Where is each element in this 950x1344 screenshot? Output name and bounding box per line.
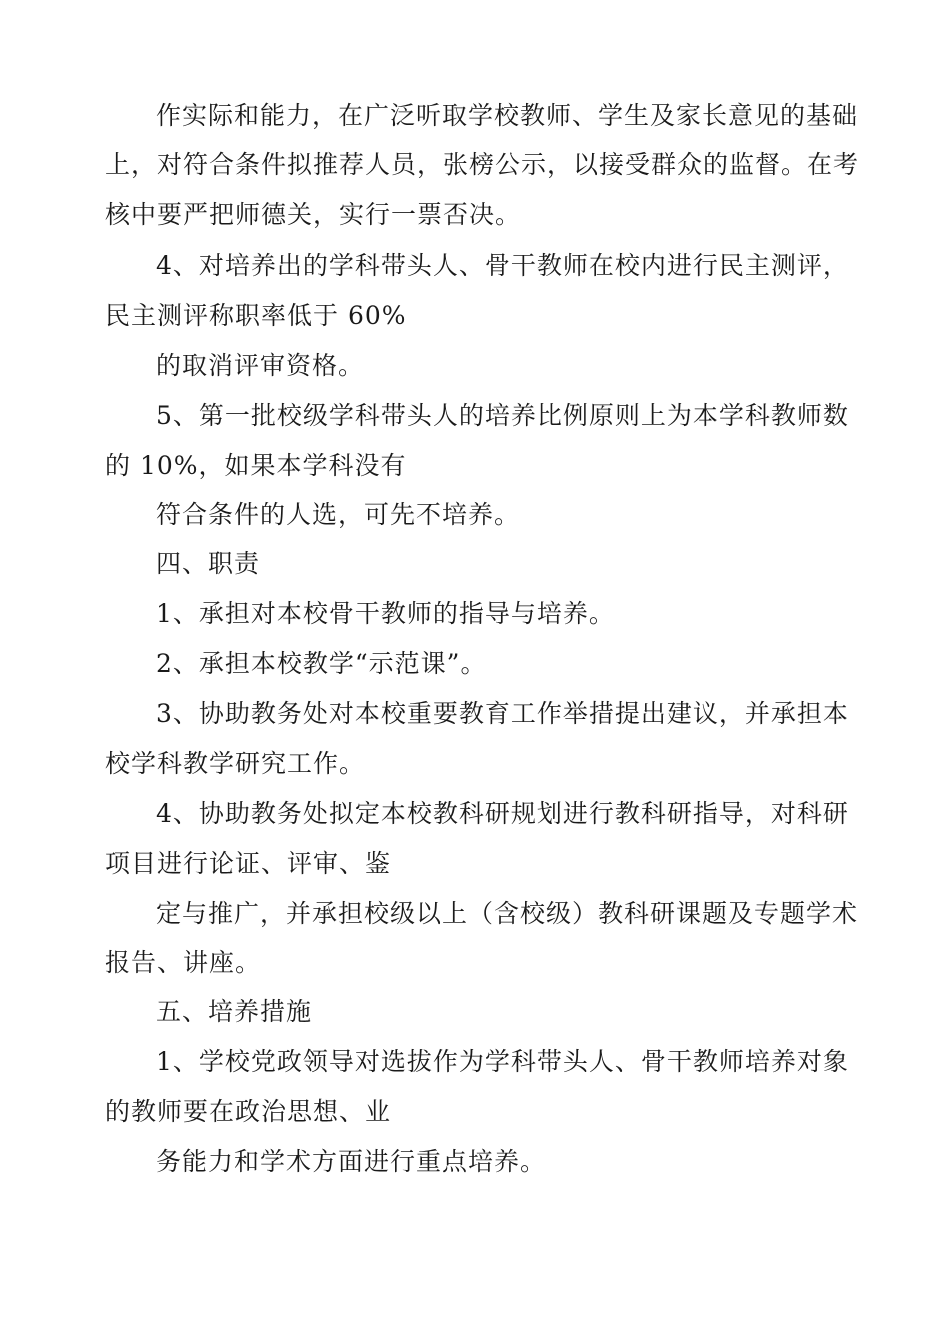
text-line: 务能力和学术方面进行重点培养。 (156, 1147, 547, 1176)
text-line: 项目进行论证、评审、鉴 (105, 849, 392, 878)
text-line: 的教师要在政治思想、业 (105, 1097, 392, 1126)
text-line: 3、协助教务处对本校重要教育工作举措提出建议，并承担本 (156, 699, 849, 728)
text-line: 报告、讲座。 (105, 948, 262, 977)
text-line: 2、承担本校教学“示范课”。 (156, 649, 487, 678)
section-heading: 五、培养措施 (156, 997, 313, 1026)
text-line: 作实际和能力，在广泛听取学校教师、学生及家长意见的基础 (156, 101, 859, 130)
text-line: 民主测评称职率低于 60% (105, 301, 407, 330)
text-line: 的取消评审资格。 (156, 351, 365, 380)
text-line: 符合条件的人选，可先不培养。 (156, 500, 521, 529)
section-heading: 四、职责 (156, 549, 261, 578)
text-line: 定与推广，并承担校级以上（含校级）教科研课题及专题学术 (156, 899, 859, 928)
text-line: 5、第一批校级学科带头人的培养比例原则上为本学科教师数 (156, 401, 849, 430)
text-line: 4、对培养出的学科带头人、骨干教师在校内进行民主测评， (156, 251, 849, 280)
text-line: 校学科教学研究工作。 (105, 749, 366, 778)
text-line: 上，对符合条件拟推荐人员，张榜公示，以接受群众的监督。在考 (105, 150, 860, 179)
text-line: 1、承担对本校骨干教师的指导与培养。 (156, 599, 615, 628)
text-line: 4、协助教务处拟定本校教科研规划进行教科研指导，对科研 (156, 799, 849, 828)
text-line: 核中要严把师德关，实行一票否决。 (105, 200, 522, 229)
text-line: 的 10%，如果本学科没有 (105, 451, 407, 480)
text-line: 1、学校党政领导对选拔作为学科带头人、骨干教师培养对象 (156, 1047, 849, 1076)
